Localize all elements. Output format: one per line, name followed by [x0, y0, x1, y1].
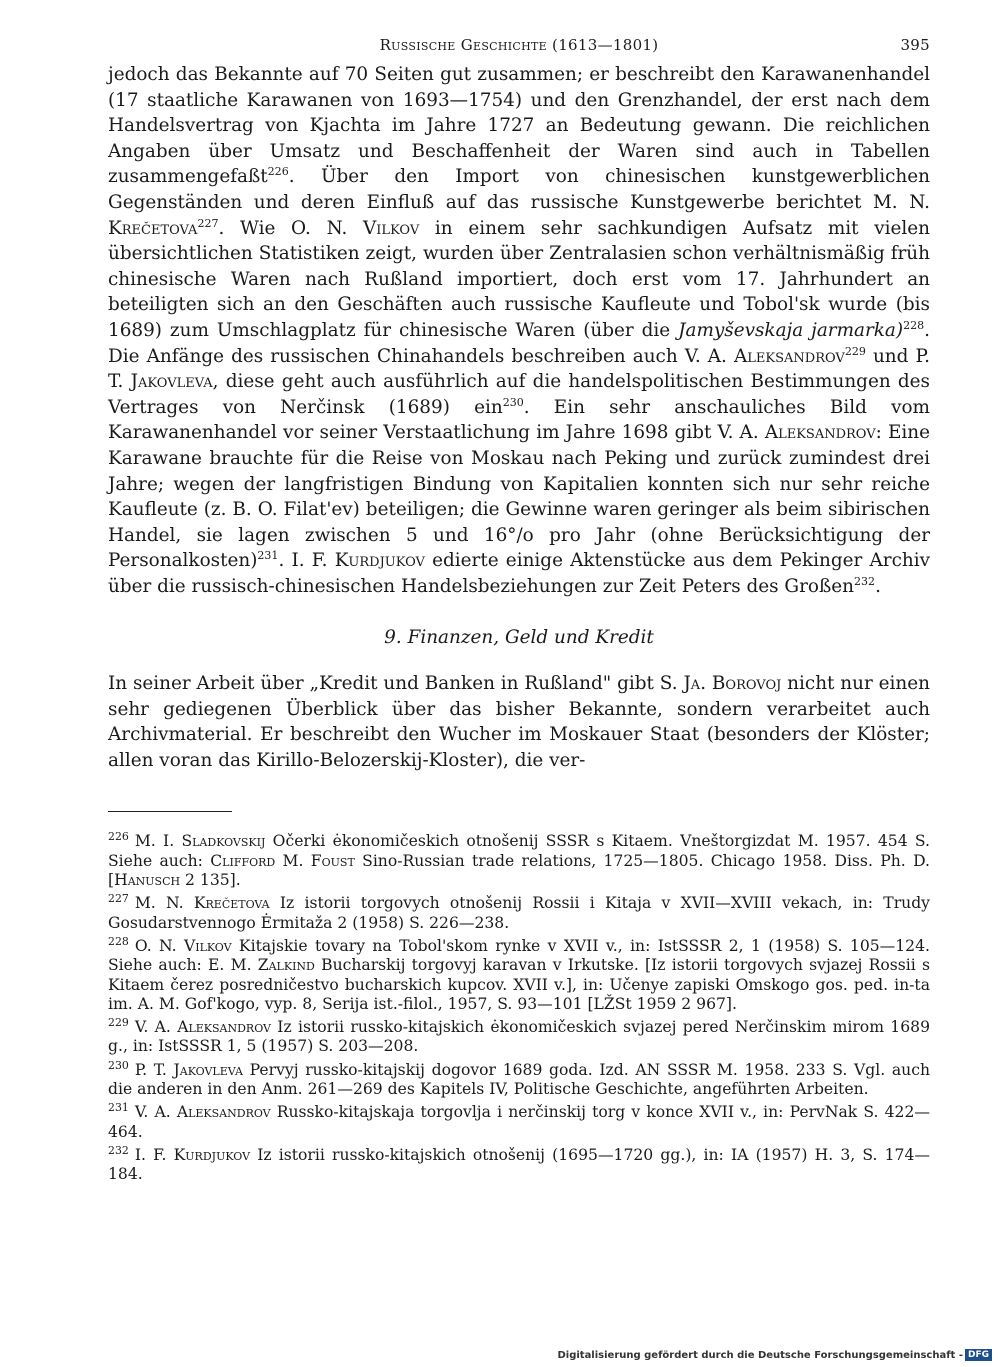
footnote-author: I. F. Kurdjukov — [134, 1145, 251, 1164]
text-run: In seiner Arbeit über „Kredit und Banken in Rußland" gibt S. — [108, 673, 684, 695]
footnote-ref: 230 — [502, 395, 524, 409]
text-run: . I. F. — [278, 550, 335, 572]
digitization-credit — [557, 1349, 992, 1361]
footnote-text: Iz istorii russko-kitajskich otnošenij (1695—1720 gg.), in: IA (1957) H. 3, S. 174—184. — [108, 1145, 930, 1184]
text-run: in einem sehr sachkundigen Aufsatz mit vielen übersichtlichen Statistiken zeigt, wurden über Zentralasien schon verhältnismäßig früh chinesische Waren nach Rußland importiert, doch erst vom 17. Jahrhundert an beteiligten sich an den Geschäften auch russische Kaufleute und Tobol'sk wurde (bis 1689) zum Umschlagplatz für chinesische Waren (über die — [108, 217, 930, 341]
running-header — [108, 30, 930, 60]
footnote-author: O. N. Vilkov — [134, 936, 232, 955]
author-name: Jakovleva — [130, 371, 213, 393]
footnote-text: Iz istorii russko-kitajskich ėkonomičeskich svjazej pered Nerčinskim mirom 1689 g., in: IstSSSR 1, 5 (1957) S. 203—208. — [108, 1018, 930, 1056]
text-run: , diese geht auch ausführlich auf die handelspolitischen Bestimmungen des Vertrages von Nerčinsk (1689) ein — [108, 371, 930, 418]
footnote-author: M. N. Krečetova — [134, 894, 270, 913]
section-heading: 9. Finanzen, Geld und Kredit — [384, 627, 654, 649]
footnote-number: 228 — [108, 934, 129, 948]
footnote-number: 231 — [108, 1101, 129, 1115]
footnote-author: V. A. Aleksandrov — [134, 1103, 271, 1122]
footnote — [108, 1143, 930, 1185]
footnote-number: 232 — [108, 1143, 129, 1157]
footnote-ref: 228 — [903, 318, 925, 332]
credit-text: Digitalisierung gefördert durch die Deutsche Forschungsgemeinschaft - — [557, 1349, 963, 1361]
footnote-text: 2 135]. — [180, 871, 241, 890]
footnote-text: Kitajskie tovary na Tobol'skom rynke v XVII v., in: IstSSSR 2, 1 (1958) S. 105—124. Siehe auch: E. M. — [108, 936, 930, 975]
footnote-text: Iz istorii torgovych otnošenij Rossii i Kitaja v XVII—XVIII vekach, in: Trudy Gosudarstvennogo Ėrmitaža 2 (1958) S. 226—238. — [108, 894, 930, 932]
footnote — [108, 1058, 930, 1100]
text-run: : Eine Karawane brauchte für die Reise von Moskau nach Peking und zurück zumindest drei Jahre; wegen der langfristigen Bindung von Kapitalien konnten sich nur sehr reiche Kaufleute (z. B. O. Filat'ev) beteiligen; die Gewinne waren geringer als beim sibirischen Handel, sie lagen zwischen 5 und 16°/o pro Jahr (ohne Berücksichtigung der Personalkosten) — [108, 422, 930, 572]
main-text — [108, 62, 930, 773]
text-run: und P. T. — [108, 345, 930, 393]
author-name: Aleksandrov — [764, 422, 876, 444]
footnote-author: Zalkind — [257, 956, 315, 975]
dfg-logo: DFG — [965, 1349, 992, 1361]
running-title: Russische Geschichte (1613—1801) — [379, 36, 659, 54]
footnote-ref: 226 — [267, 165, 289, 179]
page-number: 395 — [900, 36, 930, 54]
author-name: Aleksandrov — [733, 345, 845, 367]
footnote-ref: 229 — [844, 344, 866, 358]
footnote-author: Clifford M. Foust — [210, 851, 355, 870]
footnote-number: 227 — [108, 892, 129, 906]
author-name: Vilkov — [363, 217, 420, 239]
footnote-number: 229 — [108, 1015, 129, 1029]
footnote-text: Russko-kitajskaja torgovlja i nerčinskij torg v konce XVII v., in: PervNak S. 422—464. — [108, 1103, 930, 1141]
footnote-text: Očerki ėkonomičeskich otnošenij SSSR s Kitaem. Vneštorgizdat M. 1957. 454 S. Siehe auch: — [108, 832, 930, 870]
footnote-number: 230 — [108, 1058, 129, 1072]
paragraph — [108, 671, 930, 773]
page — [108, 30, 930, 1188]
text-run: . — [875, 575, 881, 597]
author-name: Krečetova — [108, 217, 198, 239]
text-run: . Wie O. N. — [218, 217, 364, 239]
text-run: nicht nur einen sehr gediegenen Überblick über das bisher Bekannte, sondern verarbeitet auch Archivmaterial. Er beschreibt den Wucher im Moskauer Staat (besonders der Klöster; allen voran das Kirillo-Belozerskij-Kloster), die ver- — [108, 673, 930, 771]
footnote-number: 226 — [108, 830, 129, 844]
footnote — [108, 832, 930, 890]
footnotes — [108, 832, 930, 1184]
footnote-ref: 231 — [257, 549, 279, 563]
text-run: edierte einige Aktenstücke aus dem Pekinger Archiv über die russisch-chinesischen Handelsbeziehungen zur Zeit Peters des Großen — [108, 550, 930, 597]
paragraph — [108, 62, 930, 599]
footnote — [108, 1103, 930, 1142]
text-run: . Ein sehr anschauliches Bild vom Karawanenhandel vor seiner Verstaatlichung im Jahre 1698 gibt V. A. — [108, 396, 930, 444]
footnote-author: M. I. Sladkovskij — [134, 832, 266, 851]
footnote-text: Pervyj russko-kitajskij dogovor 1689 goda. Izd. AN SSSR M. 1958. 233 S. Vgl. auch die anderen in den Anm. 261—269 des Kapitels IV, Politische Geschichte, angeführten Arbeiten. — [108, 1060, 930, 1098]
author-name: Ja. Borovoj — [683, 673, 782, 695]
footnote — [108, 934, 930, 1014]
footnote — [108, 894, 930, 933]
italic-title: Jamyševskaja jarmarka) — [678, 319, 904, 341]
footnote-author: P. T. Jakovleva — [134, 1060, 243, 1079]
footnote — [108, 1015, 930, 1057]
footnote-ref: 227 — [197, 216, 219, 230]
footnote-author: Hanusch — [114, 871, 181, 890]
text-run: . Über den Import von chinesischen kunstgewerblichen Gegenständen und deren Einfluß auf das russische Kunstgewerbe berichtet M. N. — [108, 166, 930, 213]
footnote-author: V. A. Aleksandrov — [134, 1018, 271, 1037]
footnote-separator — [108, 811, 232, 812]
author-name: Kurdjukov — [334, 550, 425, 572]
text-run: . Die Anfänge des russischen Chinahandels beschreiben auch V. A. — [108, 319, 930, 367]
footnote-ref: 232 — [854, 574, 876, 588]
footnote-text: Sino-Russian trade relations, 1725—1805. Chicago 1958. Diss. Ph. D. [ — [108, 851, 930, 890]
footnote-text: Bucharskij torgovyj karavan v Irkutske. [Iz istorii torgovych svjazej Rossii s Kitaem čerez posredničestvo bucharskich kupcov. XVII v.], in: Učenye zapiski Omskogo gos. ped. in-ta im. A. M. Gof'kogo, vyp. 8, Serija ist.-filol., 1957, S. 93—101 [LŽSt 1959 2 967]. — [108, 956, 930, 1013]
text-run: jedoch das Bekannte auf 70 Seiten gut zusammen; er beschreibt den Karawanenhandel (17 staatliche Karawanen von 1693—1754) und den Grenzhandel, der erst nach dem Handelsvertrag von Kjachta im Jahre 1727 an Bedeutung gewann. Die reichlichen Angaben über Umsatz und Beschaffenheit der Waren sind auch in Tabellen zusammengefaßt — [108, 64, 930, 188]
